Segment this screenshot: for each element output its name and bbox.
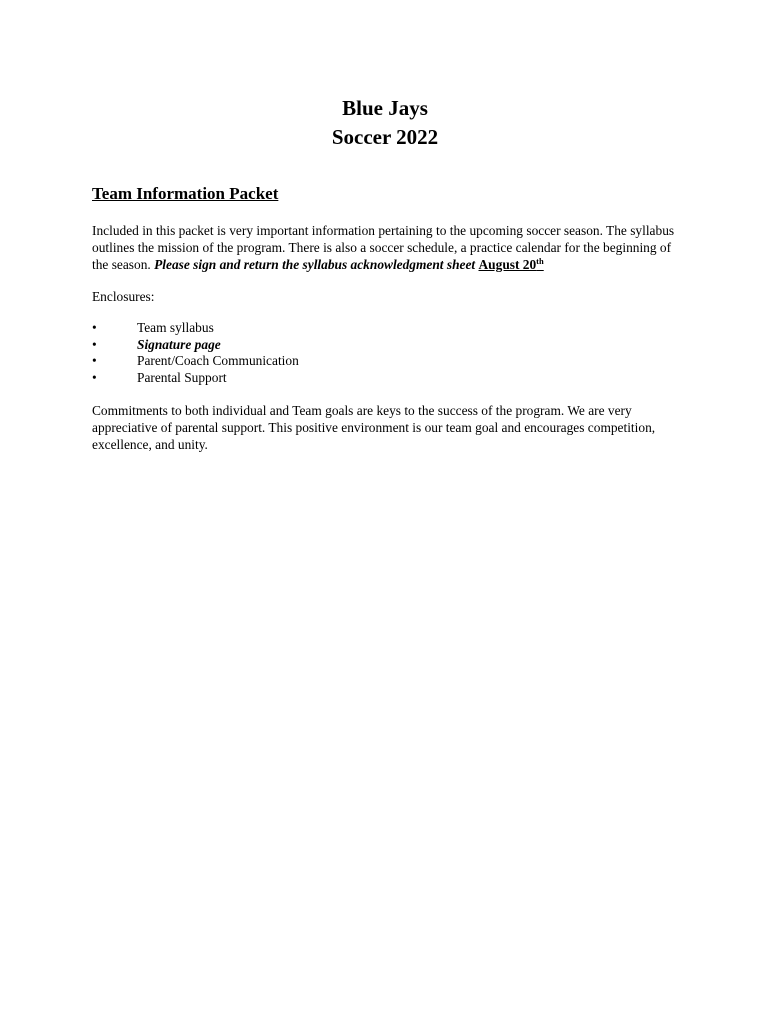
list-item-text: Signature page xyxy=(137,336,221,352)
list-item xyxy=(92,337,299,354)
intro-emphasis: Please sign and return the syllabus acknowledgment sheet xyxy=(154,257,476,272)
title-season: Soccer 2022 xyxy=(331,125,439,149)
closing-paragraph: Commitments to both individual and Team goals are keys to the success of the program. We are very appreciative of parental support. This positive environment is our team goal and encourages competition, excellence, and unity. xyxy=(92,403,656,452)
list-item xyxy=(92,370,299,387)
bullet-icon: • xyxy=(92,353,97,369)
list-item xyxy=(92,320,299,337)
list-item-text: Team syllabus xyxy=(137,320,214,335)
due-date-text: August 20 xyxy=(478,257,537,272)
list-item-text: Parent/Coach Communication xyxy=(137,353,299,369)
enclosure-list xyxy=(92,320,299,386)
intro-text: Included in this packet is very important information pertaining to the upcoming soccer season. The syllabus outlines the mission of the program. There is also a soccer schedule, a practice calendar for the beginning of the season. xyxy=(92,223,675,272)
bullet-icon: • xyxy=(92,320,97,335)
title-team-name: Blue Jays xyxy=(342,96,428,120)
bullet-icon: • xyxy=(92,369,97,385)
intro-paragraph xyxy=(92,222,682,273)
document-title xyxy=(0,94,770,152)
due-date xyxy=(479,257,544,272)
list-item-text: Parental Support xyxy=(137,369,227,385)
bullet-icon: • xyxy=(92,336,97,352)
list-item xyxy=(92,353,299,370)
section-heading: Team Information Packet xyxy=(92,184,279,203)
enclosures-label: Enclosures: xyxy=(92,289,155,304)
due-date-suffix: th xyxy=(536,256,544,266)
